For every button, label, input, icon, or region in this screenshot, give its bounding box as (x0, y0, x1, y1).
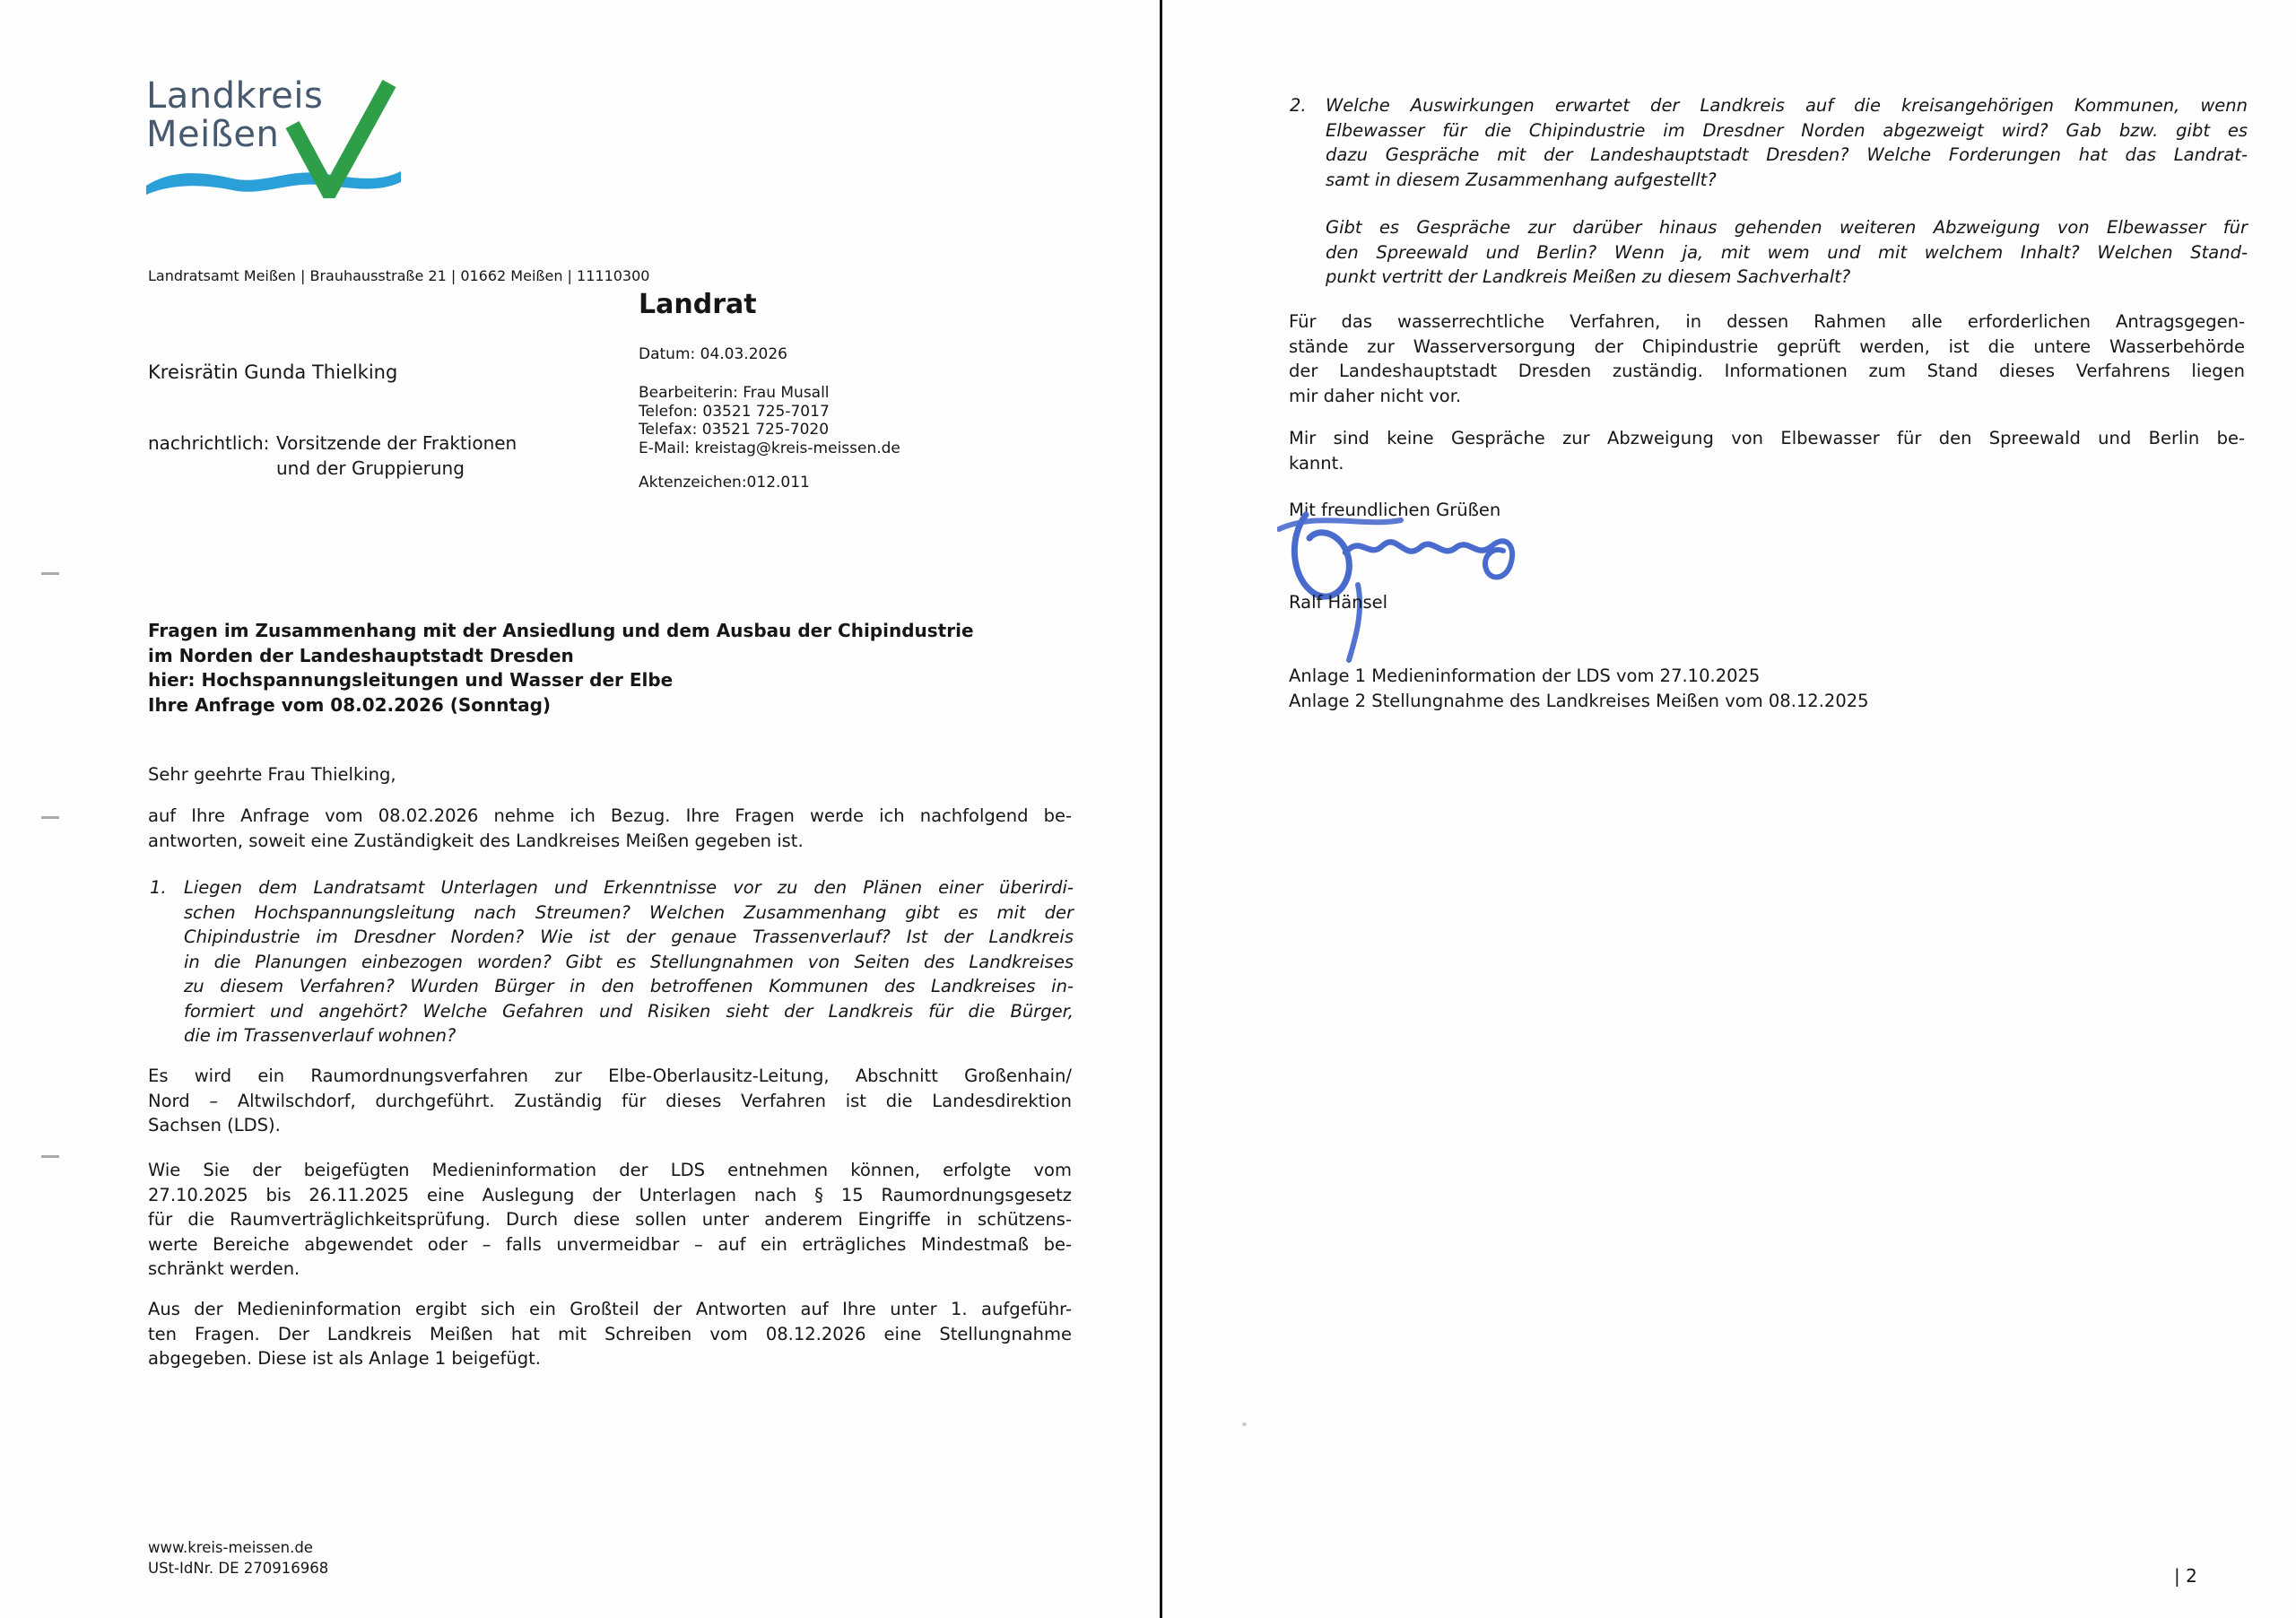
text-line: hier: Hochspannungsleitungen und Wasser der Elbe (148, 669, 674, 691)
text-line: der Landeshauptstadt Dresden zuständig. Informationen zum Stand dieses Verfahrens liegen (1289, 361, 2245, 381)
question-2 (1290, 93, 2248, 192)
signer-name: Ralf Hänsel (1289, 592, 1388, 613)
salutation: Sehr geehrte Frau Thielking, (148, 764, 396, 785)
scan-speck (1242, 1422, 1247, 1426)
intro-paragraph (148, 804, 1072, 853)
text-line: zu diesem Verfahren? Wurden Bürger in den betroffenen Kommunen des Landkreises in- (184, 976, 1074, 996)
text-line: Chipindustrie im Dresdner Norden? Wie ist der genaue Trassenverlauf? Ist der Landkreis (184, 926, 1074, 947)
paragraph-medieninformation (148, 1158, 1072, 1282)
text-line: Fragen im Zusammenhang mit der Ansiedlung und dem Ausbau der Chipindustrie (148, 620, 974, 641)
text-line: 27.10.2025 bis 26.11.2025 eine Auslegung der Unterlagen nach § 15 Raumordnungsgesetz (148, 1184, 1072, 1205)
text-line: Mir sind keine Gespräche zur Abzweigung von Elbewasser für den Spreewald und Berlin be- (1289, 428, 2245, 448)
answer-spreewald-paragraph (1289, 426, 2245, 475)
text-line: Nord – Altwilschdorf, durchgeführt. Zuständig für dieses Verfahren ist die Landesdirektion (148, 1090, 1072, 1111)
contact-block (639, 384, 900, 457)
logo-text-line2: Meißen (146, 114, 280, 155)
text-line: und der Gruppierung (276, 457, 465, 479)
text-line: Telefon: 03521 725-7017 (639, 402, 830, 421)
text-line: ten Fragen. Der Landkreis Meißen hat mit Schreiben vom 08.12.2026 eine Stellungnahme (148, 1323, 1072, 1344)
question-2-part1-text (1326, 93, 2248, 192)
text-line: Anlage 1 Medieninformation der LDS vom 27.10.2025 (1289, 665, 1761, 686)
text-line: Telefax: 03521 725-7020 (639, 421, 830, 439)
text-line: Wie Sie der beigefügten Medieninformation der LDS entnehmen können, erfolgte vom (148, 1160, 1072, 1180)
text-line: schen Hochspannungsleitung nach Streumen? Welchen Zusammenhang gibt es mit der (184, 901, 1074, 923)
answer-wasserrecht-paragraph (1289, 309, 2245, 408)
text-line: abgegeben. Diese ist als Anlage 1 beigefügt. (148, 1348, 541, 1369)
file-reference: Aktenzeichen:012.011 (639, 474, 810, 491)
landkreis-meissen-logo (146, 76, 406, 195)
text-line: stände zur Wasserversorgung der Chipindustrie geprüft werden, ist die untere Wasserbehörde (1289, 335, 2245, 357)
text-line: Vorsitzende der Fraktionen (276, 432, 517, 454)
fold-mark (41, 572, 59, 575)
text-line: dazu Gespräche mit der Landeshauptstadt Dresden? Welche Forderungen hat das Landrat- (1326, 144, 2248, 165)
text-line: Gibt es Gespräche zur darüber hinaus gehenden weiteren Abzweigung von Elbewasser für (1326, 217, 2248, 238)
text-line: Für das wasserrechtliche Verfahren, in dessen Rahmen alle erforderlichen Antragsgegen- (1289, 311, 2245, 332)
closing-phrase: Mit freundlichen Grüßen (1289, 500, 1501, 520)
text-line: formiert und angehört? Welche Gefahren und Risiken sieht der Landkreis für die Bürger, (184, 1000, 1074, 1022)
paragraph-antworten (148, 1297, 1072, 1371)
recipient-name: Kreisrätin Gunda Thielking (148, 361, 398, 383)
text-line: Es wird ein Raumordnungsverfahren zur Elbe-Oberlausitz-Leitung, Abschnitt Großenhain/ (148, 1066, 1072, 1086)
text-line: Sachsen (LDS). (148, 1115, 281, 1135)
question-1 (150, 875, 1074, 1048)
page-number: | 2 (2174, 1565, 2197, 1587)
date-line: Datum: 04.03.2026 (639, 345, 787, 363)
text-line: mir daher nicht vor. (1289, 385, 1462, 406)
text-line: Welche Auswirkungen erwartet der Landkreis auf die kreisangehörigen Kommunen, wenn (1326, 95, 2248, 116)
question-2-number: 2. (1290, 95, 1307, 116)
text-line: Ihre Anfrage vom 08.02.2026 (Sonntag) (148, 693, 552, 716)
text-line: in die Planungen einbezogen worden? Gibt es Stellungnahmen von Seiten des Landkreises (184, 951, 1074, 972)
text-line: den Spreewald und Berlin? Wenn ja, mit wem und mit welchem Inhalt? Welchen Stand- (1326, 241, 2248, 263)
cc-recipients (276, 431, 517, 481)
text-line: antworten, soweit eine Zuständigkeit des Landkreises Meißen gegeben ist. (148, 830, 804, 851)
cc-label: nachrichtlich: (148, 432, 270, 454)
checkmark-icon (285, 80, 396, 198)
text-line: für die Raumverträglichkeitsprüfung. Durch diese sollen unter anderem Eingriffe in schützens- (148, 1209, 1072, 1230)
attachments-list (1289, 664, 1869, 713)
text-line: auf Ihre Anfrage vom 08.02.2026 nehme ich Bezug. Ihre Fragen werde ich nachfolgend be- (148, 805, 1072, 826)
text-line: werte Bereiche abgewendet oder – falls unvermeidbar – auf ein erträgliches Mindestmaß be- (148, 1233, 1072, 1255)
question-1-text (184, 875, 1074, 1048)
text-line: E-Mail: kreistag@kreis-meissen.de (639, 439, 900, 457)
text-line: Bearbeiterin: Frau Musall (639, 384, 830, 402)
question-1-number: 1. (150, 877, 167, 898)
text-line: Aus der Medieninformation ergibt sich ein Großteil der Antworten auf Ihre unter 1. aufgeführ- (148, 1299, 1072, 1319)
text-line: Liegen dem Landratsamt Unterlagen und Erkenntnisse vor zu den Plänen einer überirdi- (184, 877, 1074, 898)
text-line: schränkt werden. (148, 1258, 300, 1279)
office-title: Landrat (639, 289, 757, 320)
fold-mark (41, 1155, 59, 1158)
sender-address-line: Landratsamt Meißen | Brauhausstraße 21 | 01662 Meißen | 11110300 (148, 267, 650, 284)
letter-page-2 (1162, 0, 2296, 1618)
paragraph-raumordnung (148, 1064, 1072, 1138)
text-line: kannt. (1289, 452, 1344, 474)
question-2-part2-text (1326, 215, 2248, 290)
text-line: im Norden der Landeshauptstadt Dresden (148, 644, 574, 666)
footer-website: www.kreis-meissen.de (148, 1539, 313, 1556)
subject-block (148, 619, 1072, 718)
text-line: punkt vertritt der Landkreis Meißen zu diesem Sachverhalt? (1326, 266, 1851, 287)
text-line: samt in diesem Zusammenhang aufgestellt? (1326, 169, 1717, 190)
text-line: Anlage 2 Stellungnahme des Landkreises Meißen vom 08.12.2025 (1289, 690, 1869, 711)
text-line: Elbewasser für die Chipindustrie im Dresdner Norden abgezweigt wird? Gab bzw. gibt es (1326, 119, 2248, 141)
fold-mark (41, 816, 59, 819)
handwritten-signature (1277, 500, 1573, 666)
logo-text-line1: Landkreis (146, 75, 324, 117)
text-line: die im Trassenverlauf wohnen? (184, 1025, 457, 1046)
footer-vat-id: USt-IdNr. DE 270916968 (148, 1560, 329, 1577)
